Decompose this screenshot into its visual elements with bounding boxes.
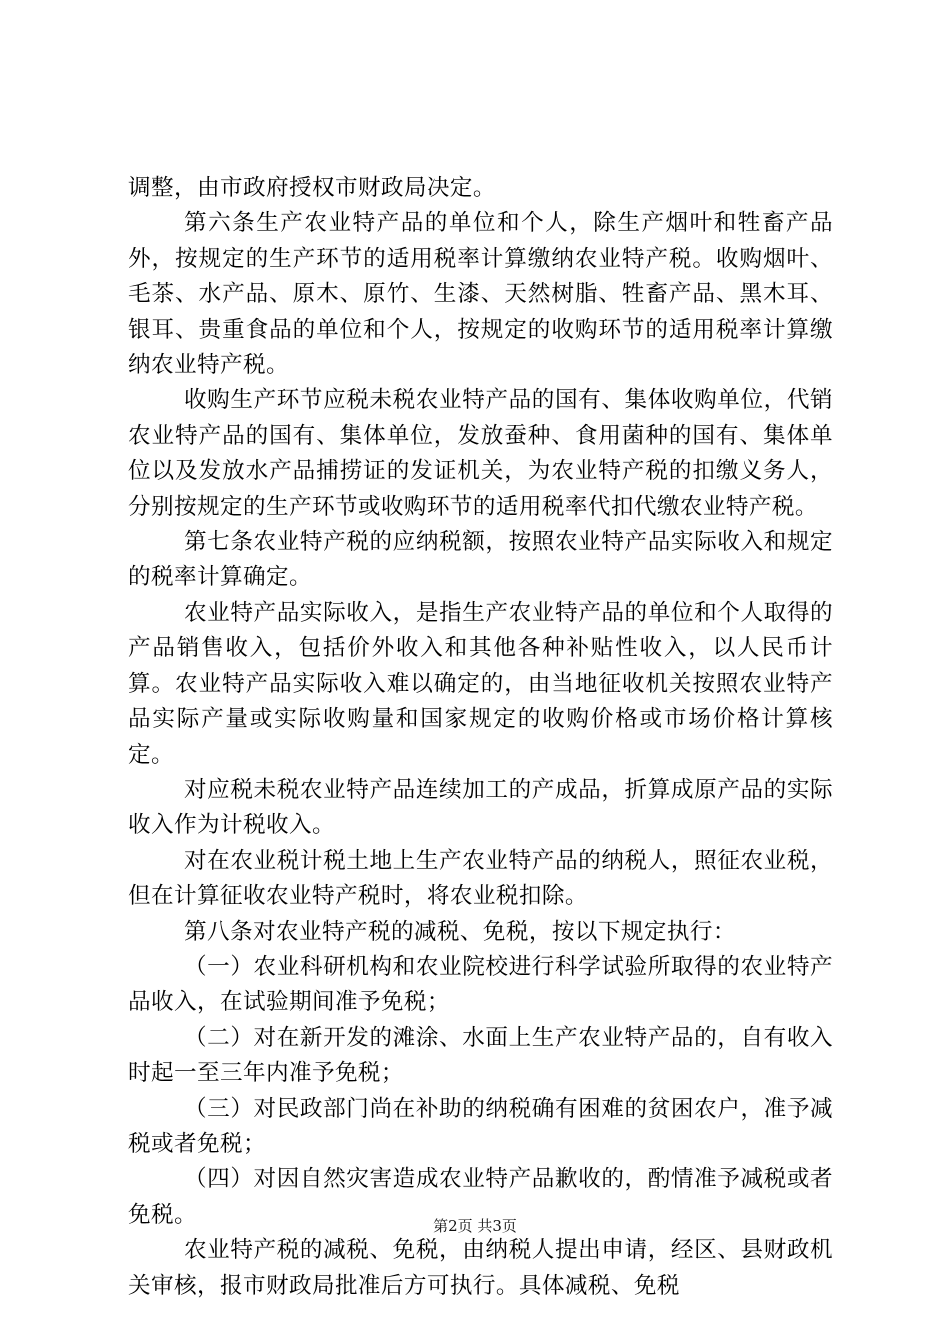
paragraph: （三）对民政部门尚在补助的纳税确有困难的贫困农户，准予减税或者免税；	[128, 1095, 833, 1157]
document-body	[128, 171, 833, 1304]
paragraph: 第六条生产农业特产品的单位和个人，除生产烟叶和牲畜产品外，按规定的生产环节的适用税率计算缴纳农业特产税。收购烟叶、毛茶、水产品、原木、原竹、生漆、天然树脂、牲畜产品、黑木耳、银耳、贵重食品的单位和个人，按规定的收购环节的适用税率计算缴纳农业特产税。	[128, 210, 833, 379]
paragraph: （四）对因自然灾害造成农业特产品歉收的，酌情准予减税或者免税。	[128, 1166, 833, 1228]
paragraph: （二）对在新开发的滩涂、水面上生产农业特产品的，自有收入时起一至三年内准予免税；	[128, 1024, 833, 1087]
paragraph: 调整，由市政府授权市财政局决定。	[128, 175, 496, 201]
paragraph: 农业特产品实际收入，是指生产农业特产品的单位和个人取得的产品销售收入，包括价外收入和其他各种补贴性收入，以人民币计算。农业特产品实际收入难以确定的，由当地征收机关按照农业特产品实际产量或实际收购量和国家规定的收购价格或市场价格计算核定。	[128, 599, 833, 768]
paragraph: 第七条农业特产税的应纳税额，按照农业特产品实际收入和规定的税率计算确定。	[128, 529, 833, 591]
paragraph: 收购生产环节应税未税农业特产品的国有、集体收购单位，代销农业特产品的国有、集体单位，发放蚕种、食用菌种的国有、集体单位以及发放水产品捕捞证的发证机关，为农业特产税的扣缴义务人，分别按规定的生产环节或收购环节的适用税率代扣代缴农业特产税。	[128, 387, 833, 520]
paragraph: 第八条对农业特产税的减税、免税，按以下规定执行：	[184, 918, 736, 945]
paragraph: （一）农业科研机构和农业院校进行科学试验所取得的农业特产品收入，在试验期间准予免税；	[128, 953, 833, 1016]
paragraph: 农业特产税的减税、免税，由纳税人提出申请，经区、县财政机关审核，报市财政局批准后方可执行。具体减税、免税	[128, 1237, 833, 1299]
page-footer	[0, 1216, 950, 1236]
paragraph: 对应税未税农业特产品连续加工的产成品，折算成原产品的实际收入作为计税收入。	[128, 776, 833, 839]
page-number-label: 第2页 共3页	[433, 1217, 517, 1235]
paragraph: 对在农业税计税土地上生产农业特产品的纳税人，照征农业税，但在计算征收农业特产税时，将农业税扣除。	[128, 847, 833, 910]
